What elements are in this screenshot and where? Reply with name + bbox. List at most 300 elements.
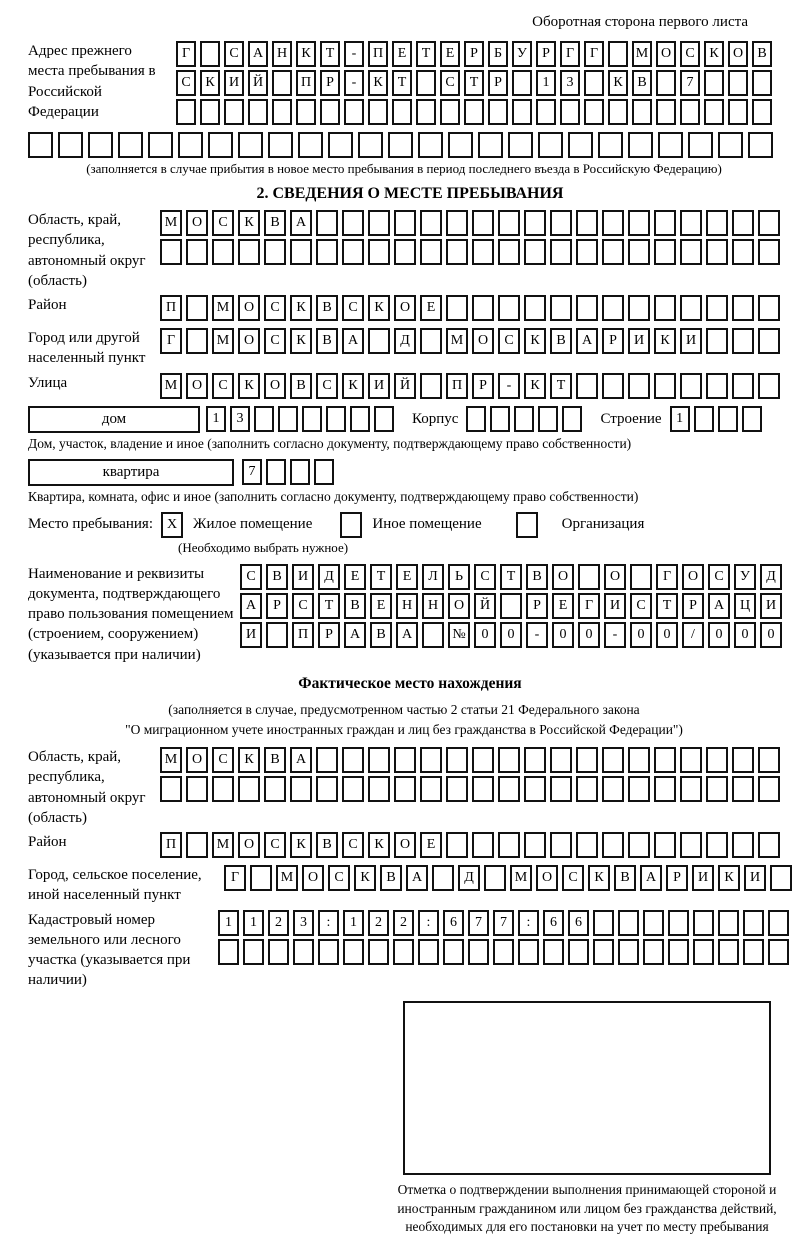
char-box[interactable] bbox=[732, 239, 754, 265]
char-box[interactable]: Е bbox=[420, 295, 442, 321]
char-box[interactable]: В bbox=[632, 70, 652, 96]
char-box[interactable] bbox=[576, 210, 598, 236]
char-box[interactable]: С bbox=[316, 373, 338, 399]
char-box[interactable] bbox=[752, 70, 772, 96]
char-box[interactable]: 0 bbox=[760, 622, 782, 648]
char-box[interactable]: М bbox=[160, 373, 182, 399]
char-box[interactable]: 1 bbox=[206, 406, 226, 432]
char-box[interactable]: Т bbox=[320, 41, 340, 67]
char-box[interactable]: М bbox=[212, 832, 234, 858]
char-box[interactable] bbox=[524, 776, 546, 802]
char-box[interactable]: И bbox=[292, 564, 314, 590]
char-box[interactable] bbox=[758, 328, 780, 354]
char-box[interactable] bbox=[706, 328, 728, 354]
char-box[interactable] bbox=[342, 776, 364, 802]
char-box[interactable]: К bbox=[368, 70, 388, 96]
char-box[interactable]: С bbox=[264, 295, 286, 321]
char-box[interactable] bbox=[500, 593, 522, 619]
char-box[interactable] bbox=[498, 832, 520, 858]
char-box[interactable]: О bbox=[552, 564, 574, 590]
char-box[interactable] bbox=[394, 210, 416, 236]
char-box[interactable] bbox=[318, 939, 339, 965]
char-box[interactable] bbox=[550, 210, 572, 236]
char-box[interactable]: О bbox=[394, 832, 416, 858]
char-box[interactable]: 0 bbox=[656, 622, 678, 648]
char-box[interactable] bbox=[446, 747, 468, 773]
char-box[interactable] bbox=[770, 865, 792, 891]
char-box[interactable] bbox=[688, 132, 713, 158]
char-box[interactable] bbox=[118, 132, 143, 158]
char-box[interactable] bbox=[524, 210, 546, 236]
char-box[interactable]: А bbox=[248, 41, 268, 67]
char-box[interactable] bbox=[498, 295, 520, 321]
char-box[interactable]: В bbox=[752, 41, 772, 67]
char-box[interactable] bbox=[58, 132, 83, 158]
char-box[interactable]: Ц bbox=[734, 593, 756, 619]
char-box[interactable] bbox=[320, 99, 340, 125]
char-box[interactable]: 3 bbox=[560, 70, 580, 96]
char-box[interactable] bbox=[654, 832, 676, 858]
char-box[interactable]: С bbox=[212, 747, 234, 773]
char-box[interactable]: А bbox=[344, 622, 366, 648]
char-box[interactable]: К bbox=[608, 70, 628, 96]
char-box[interactable]: О bbox=[604, 564, 626, 590]
char-box[interactable] bbox=[538, 132, 563, 158]
char-box[interactable] bbox=[512, 70, 532, 96]
char-box[interactable] bbox=[628, 776, 650, 802]
char-box[interactable] bbox=[248, 99, 268, 125]
char-box[interactable] bbox=[290, 459, 310, 485]
char-box[interactable]: Й bbox=[474, 593, 496, 619]
char-box[interactable]: № bbox=[448, 622, 470, 648]
char-box[interactable] bbox=[718, 910, 739, 936]
char-box[interactable] bbox=[368, 99, 388, 125]
char-box[interactable]: П bbox=[446, 373, 468, 399]
char-box[interactable]: 0 bbox=[500, 622, 522, 648]
char-box[interactable] bbox=[628, 373, 650, 399]
char-box[interactable] bbox=[656, 99, 676, 125]
char-box[interactable] bbox=[472, 239, 494, 265]
char-box[interactable]: 0 bbox=[734, 622, 756, 648]
char-box[interactable]: М bbox=[276, 865, 298, 891]
checkbox-organization[interactable] bbox=[516, 512, 538, 538]
char-box[interactable] bbox=[742, 406, 762, 432]
char-box[interactable] bbox=[278, 406, 298, 432]
char-box[interactable] bbox=[368, 210, 390, 236]
char-box[interactable] bbox=[200, 41, 220, 67]
char-box[interactable]: А bbox=[640, 865, 662, 891]
char-box[interactable] bbox=[602, 832, 624, 858]
char-box[interactable]: 3 bbox=[230, 406, 250, 432]
char-box[interactable]: 1 bbox=[343, 910, 364, 936]
char-box[interactable]: Г bbox=[578, 593, 600, 619]
char-box[interactable] bbox=[393, 939, 414, 965]
char-box[interactable] bbox=[208, 132, 233, 158]
char-box[interactable]: К bbox=[654, 328, 676, 354]
char-box[interactable] bbox=[186, 239, 208, 265]
char-box[interactable] bbox=[608, 99, 628, 125]
char-box[interactable] bbox=[316, 239, 338, 265]
char-box[interactable] bbox=[693, 910, 714, 936]
char-box[interactable]: 6 bbox=[443, 910, 464, 936]
char-box[interactable]: Т bbox=[370, 564, 392, 590]
checkbox-residential-premises[interactable]: X bbox=[161, 512, 183, 538]
char-box[interactable]: 6 bbox=[568, 910, 589, 936]
char-box[interactable] bbox=[578, 564, 600, 590]
char-box[interactable]: В bbox=[380, 865, 402, 891]
char-box[interactable] bbox=[420, 373, 442, 399]
char-box[interactable]: О bbox=[238, 328, 260, 354]
char-box[interactable]: К bbox=[200, 70, 220, 96]
char-box[interactable]: 0 bbox=[708, 622, 730, 648]
char-box[interactable] bbox=[186, 328, 208, 354]
char-box[interactable]: Р bbox=[666, 865, 688, 891]
char-box[interactable] bbox=[608, 41, 628, 67]
char-box[interactable] bbox=[298, 132, 323, 158]
char-box[interactable] bbox=[618, 939, 639, 965]
char-box[interactable] bbox=[602, 295, 624, 321]
char-box[interactable]: Е bbox=[392, 41, 412, 67]
char-box[interactable]: И bbox=[760, 593, 782, 619]
char-box[interactable] bbox=[658, 132, 683, 158]
char-box[interactable] bbox=[560, 99, 580, 125]
char-box[interactable]: А bbox=[396, 622, 418, 648]
char-box[interactable] bbox=[576, 747, 598, 773]
char-box[interactable] bbox=[343, 939, 364, 965]
char-box[interactable] bbox=[618, 910, 639, 936]
char-box[interactable] bbox=[472, 210, 494, 236]
char-box[interactable] bbox=[472, 776, 494, 802]
char-box[interactable] bbox=[576, 832, 598, 858]
char-box[interactable] bbox=[728, 70, 748, 96]
char-box[interactable] bbox=[416, 99, 436, 125]
char-box[interactable]: 1 bbox=[218, 910, 239, 936]
char-box[interactable] bbox=[680, 747, 702, 773]
char-box[interactable]: И bbox=[628, 328, 650, 354]
char-box[interactable]: Р bbox=[526, 593, 548, 619]
char-box[interactable]: К bbox=[238, 210, 260, 236]
char-box[interactable] bbox=[643, 939, 664, 965]
char-box[interactable] bbox=[628, 132, 653, 158]
char-box[interactable] bbox=[344, 99, 364, 125]
char-box[interactable] bbox=[186, 295, 208, 321]
char-box[interactable] bbox=[550, 295, 572, 321]
char-box[interactable] bbox=[186, 776, 208, 802]
char-box[interactable] bbox=[758, 239, 780, 265]
char-box[interactable] bbox=[478, 132, 503, 158]
char-box[interactable] bbox=[550, 832, 572, 858]
char-box[interactable] bbox=[632, 99, 652, 125]
char-box[interactable]: 1 bbox=[670, 406, 690, 432]
char-box[interactable]: Л bbox=[422, 564, 444, 590]
char-box[interactable] bbox=[654, 747, 676, 773]
char-box[interactable]: П bbox=[292, 622, 314, 648]
char-box[interactable]: К bbox=[524, 328, 546, 354]
char-box[interactable] bbox=[446, 210, 468, 236]
char-box[interactable] bbox=[368, 239, 390, 265]
char-box[interactable]: Р bbox=[536, 41, 556, 67]
char-box[interactable] bbox=[680, 210, 702, 236]
char-box[interactable] bbox=[732, 373, 754, 399]
char-box[interactable] bbox=[706, 747, 728, 773]
char-box[interactable]: С bbox=[212, 373, 234, 399]
char-box[interactable]: А bbox=[290, 747, 312, 773]
char-box[interactable] bbox=[562, 406, 582, 432]
char-box[interactable]: М bbox=[160, 747, 182, 773]
char-box[interactable]: С bbox=[328, 865, 350, 891]
char-box[interactable]: К bbox=[296, 41, 316, 67]
char-box[interactable]: С bbox=[292, 593, 314, 619]
char-box[interactable] bbox=[524, 295, 546, 321]
char-box[interactable] bbox=[160, 776, 182, 802]
char-box[interactable] bbox=[498, 747, 520, 773]
char-box[interactable]: Г bbox=[224, 865, 246, 891]
char-box[interactable]: - bbox=[498, 373, 520, 399]
char-box[interactable]: Н bbox=[422, 593, 444, 619]
char-box[interactable]: А bbox=[576, 328, 598, 354]
char-box[interactable] bbox=[518, 939, 539, 965]
char-box[interactable] bbox=[186, 832, 208, 858]
char-box[interactable]: А bbox=[240, 593, 262, 619]
char-box[interactable]: И bbox=[604, 593, 626, 619]
char-box[interactable]: С bbox=[498, 328, 520, 354]
char-box[interactable]: Г bbox=[176, 41, 196, 67]
char-box[interactable]: 2 bbox=[268, 910, 289, 936]
char-box[interactable] bbox=[752, 99, 772, 125]
char-box[interactable]: В bbox=[344, 593, 366, 619]
char-box[interactable] bbox=[524, 239, 546, 265]
char-box[interactable]: К bbox=[290, 832, 312, 858]
char-box[interactable] bbox=[302, 406, 322, 432]
char-box[interactable] bbox=[630, 564, 652, 590]
char-box[interactable] bbox=[290, 239, 312, 265]
char-box[interactable] bbox=[654, 373, 676, 399]
char-box[interactable] bbox=[728, 99, 748, 125]
char-box[interactable] bbox=[654, 295, 676, 321]
char-box[interactable] bbox=[238, 776, 260, 802]
char-box[interactable] bbox=[342, 210, 364, 236]
char-box[interactable] bbox=[680, 99, 700, 125]
char-box[interactable] bbox=[472, 747, 494, 773]
char-box[interactable] bbox=[706, 832, 728, 858]
char-box[interactable]: Н bbox=[272, 41, 292, 67]
char-box[interactable] bbox=[602, 747, 624, 773]
char-box[interactable]: В bbox=[316, 295, 338, 321]
char-box[interactable]: В bbox=[290, 373, 312, 399]
char-box[interactable] bbox=[654, 776, 676, 802]
char-box[interactable]: 0 bbox=[552, 622, 574, 648]
char-box[interactable] bbox=[768, 939, 789, 965]
char-box[interactable] bbox=[368, 328, 390, 354]
char-box[interactable] bbox=[264, 776, 286, 802]
char-box[interactable]: - bbox=[604, 622, 626, 648]
char-box[interactable]: Г bbox=[584, 41, 604, 67]
char-box[interactable]: К bbox=[290, 328, 312, 354]
char-box[interactable] bbox=[524, 747, 546, 773]
char-box[interactable] bbox=[358, 132, 383, 158]
char-box[interactable] bbox=[176, 99, 196, 125]
char-box[interactable]: И bbox=[744, 865, 766, 891]
char-box[interactable]: О bbox=[448, 593, 470, 619]
char-box[interactable]: К bbox=[368, 832, 390, 858]
char-box[interactable]: Р bbox=[602, 328, 624, 354]
char-box[interactable]: И bbox=[224, 70, 244, 96]
char-box[interactable]: О bbox=[682, 564, 704, 590]
char-box[interactable] bbox=[268, 132, 293, 158]
char-box[interactable]: О bbox=[264, 373, 286, 399]
char-box[interactable]: Р bbox=[488, 70, 508, 96]
char-box[interactable] bbox=[514, 406, 534, 432]
char-box[interactable]: Д bbox=[394, 328, 416, 354]
char-box[interactable]: Е bbox=[396, 564, 418, 590]
char-box[interactable] bbox=[512, 99, 532, 125]
char-box[interactable]: 2 bbox=[393, 910, 414, 936]
char-box[interactable] bbox=[28, 132, 53, 158]
char-box[interactable] bbox=[680, 373, 702, 399]
char-box[interactable]: В bbox=[526, 564, 548, 590]
char-box[interactable] bbox=[602, 776, 624, 802]
char-box[interactable] bbox=[238, 132, 263, 158]
char-box[interactable] bbox=[668, 939, 689, 965]
char-box[interactable]: 7 bbox=[680, 70, 700, 96]
char-box[interactable] bbox=[290, 776, 312, 802]
char-box[interactable]: 0 bbox=[578, 622, 600, 648]
char-box[interactable]: С bbox=[630, 593, 652, 619]
char-box[interactable]: К bbox=[342, 373, 364, 399]
char-box[interactable]: У bbox=[734, 564, 756, 590]
char-box[interactable] bbox=[440, 99, 460, 125]
char-box[interactable] bbox=[680, 295, 702, 321]
char-box[interactable] bbox=[536, 99, 556, 125]
char-box[interactable] bbox=[394, 747, 416, 773]
char-box[interactable]: Г bbox=[656, 564, 678, 590]
char-box[interactable]: Т bbox=[550, 373, 572, 399]
char-box[interactable] bbox=[768, 910, 789, 936]
char-box[interactable] bbox=[706, 373, 728, 399]
char-box[interactable] bbox=[538, 406, 558, 432]
char-box[interactable]: А bbox=[708, 593, 730, 619]
char-box[interactable]: О bbox=[472, 328, 494, 354]
char-box[interactable] bbox=[272, 99, 292, 125]
char-box[interactable] bbox=[706, 295, 728, 321]
char-box[interactable] bbox=[464, 99, 484, 125]
char-box[interactable] bbox=[416, 70, 436, 96]
char-box[interactable]: О bbox=[186, 747, 208, 773]
char-box[interactable]: Р bbox=[320, 70, 340, 96]
char-box[interactable]: Д bbox=[760, 564, 782, 590]
char-box[interactable] bbox=[88, 132, 113, 158]
char-box[interactable]: В bbox=[370, 622, 392, 648]
char-box[interactable]: С bbox=[474, 564, 496, 590]
char-box[interactable] bbox=[576, 373, 598, 399]
char-box[interactable]: 0 bbox=[630, 622, 652, 648]
char-box[interactable]: Е bbox=[344, 564, 366, 590]
char-box[interactable] bbox=[420, 210, 442, 236]
char-box[interactable]: В bbox=[264, 747, 286, 773]
char-box[interactable]: А bbox=[406, 865, 428, 891]
char-box[interactable]: : bbox=[418, 910, 439, 936]
char-box[interactable]: 6 bbox=[543, 910, 564, 936]
char-box[interactable]: Д bbox=[458, 865, 480, 891]
char-box[interactable]: П bbox=[296, 70, 316, 96]
char-box[interactable] bbox=[718, 406, 738, 432]
char-box[interactable] bbox=[602, 239, 624, 265]
char-box[interactable]: : bbox=[318, 910, 339, 936]
char-box[interactable]: Т bbox=[656, 593, 678, 619]
char-box[interactable]: С bbox=[264, 328, 286, 354]
char-box[interactable]: Т bbox=[318, 593, 340, 619]
char-box[interactable] bbox=[328, 132, 353, 158]
char-box[interactable] bbox=[420, 239, 442, 265]
char-box[interactable]: О bbox=[186, 210, 208, 236]
char-box[interactable]: Р bbox=[464, 41, 484, 67]
char-box[interactable]: / bbox=[682, 622, 704, 648]
char-box[interactable]: К bbox=[354, 865, 376, 891]
char-box[interactable] bbox=[576, 239, 598, 265]
char-box[interactable] bbox=[680, 776, 702, 802]
char-box[interactable] bbox=[446, 832, 468, 858]
char-box[interactable] bbox=[446, 776, 468, 802]
char-box[interactable] bbox=[643, 910, 664, 936]
char-box[interactable] bbox=[418, 132, 443, 158]
char-box[interactable]: В bbox=[266, 564, 288, 590]
char-box[interactable] bbox=[543, 939, 564, 965]
char-box[interactable]: Б bbox=[488, 41, 508, 67]
char-box[interactable] bbox=[758, 776, 780, 802]
char-box[interactable] bbox=[628, 239, 650, 265]
char-box[interactable] bbox=[418, 939, 439, 965]
char-box[interactable] bbox=[498, 210, 520, 236]
char-box[interactable]: - bbox=[526, 622, 548, 648]
char-box[interactable]: Й bbox=[248, 70, 268, 96]
char-box[interactable] bbox=[748, 132, 773, 158]
char-box[interactable] bbox=[550, 747, 572, 773]
char-box[interactable]: П bbox=[160, 832, 182, 858]
char-box[interactable] bbox=[443, 939, 464, 965]
char-box[interactable]: В bbox=[264, 210, 286, 236]
char-box[interactable]: М bbox=[160, 210, 182, 236]
char-box[interactable] bbox=[490, 406, 510, 432]
char-box[interactable] bbox=[680, 239, 702, 265]
char-box[interactable]: К bbox=[524, 373, 546, 399]
char-box[interactable]: С bbox=[224, 41, 244, 67]
char-box[interactable] bbox=[342, 239, 364, 265]
char-box[interactable] bbox=[178, 132, 203, 158]
char-box[interactable]: С bbox=[708, 564, 730, 590]
char-box[interactable]: 0 bbox=[474, 622, 496, 648]
char-box[interactable] bbox=[448, 132, 473, 158]
char-box[interactable] bbox=[350, 406, 370, 432]
char-box[interactable]: Р bbox=[472, 373, 494, 399]
char-box[interactable]: Г bbox=[560, 41, 580, 67]
char-box[interactable]: К bbox=[588, 865, 610, 891]
char-box[interactable] bbox=[148, 132, 173, 158]
char-box[interactable] bbox=[420, 776, 442, 802]
char-box[interactable] bbox=[243, 939, 264, 965]
char-box[interactable]: К bbox=[290, 295, 312, 321]
char-box[interactable] bbox=[498, 239, 520, 265]
char-box[interactable] bbox=[508, 132, 533, 158]
char-box[interactable]: Е bbox=[440, 41, 460, 67]
char-box[interactable]: О bbox=[728, 41, 748, 67]
char-box[interactable] bbox=[576, 295, 598, 321]
char-box[interactable]: 3 bbox=[293, 910, 314, 936]
char-box[interactable] bbox=[468, 939, 489, 965]
char-box[interactable] bbox=[446, 295, 468, 321]
char-box[interactable] bbox=[293, 939, 314, 965]
checkbox-other-premises[interactable] bbox=[340, 512, 362, 538]
char-box[interactable]: Е bbox=[420, 832, 442, 858]
